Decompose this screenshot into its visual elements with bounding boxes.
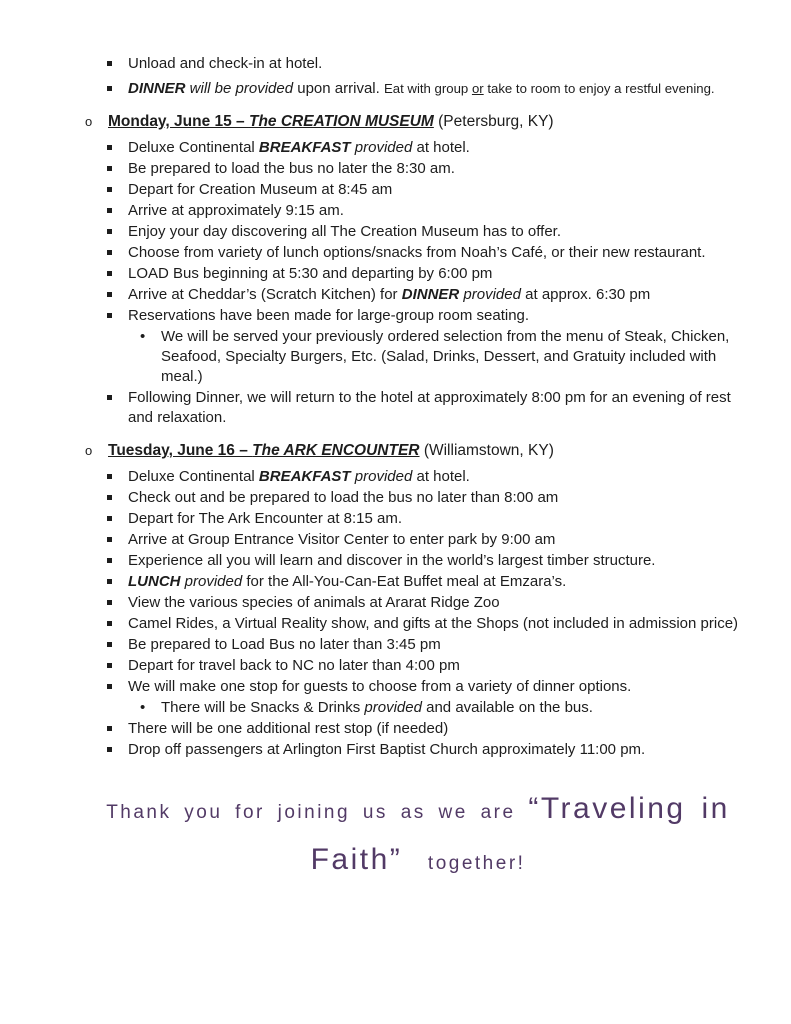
text-segment: at hotel. xyxy=(412,139,470,156)
item-text xyxy=(128,180,392,200)
square-bullet-icon xyxy=(105,306,128,326)
text-segment: LOAD Bus beginning at 5:30 and departing by 6:00 pm xyxy=(128,265,493,282)
text-segment: at hotel. xyxy=(412,468,470,485)
day-section xyxy=(85,112,751,428)
day-section xyxy=(85,441,751,760)
text-segment: provided xyxy=(350,139,413,156)
item-text xyxy=(128,614,738,634)
item-text xyxy=(128,530,555,550)
square-bullet-icon xyxy=(105,138,128,158)
text-segment: Depart for Creation Museum at 8:45 am xyxy=(128,181,393,198)
text-segment: provided xyxy=(364,699,422,716)
text-segment: provided xyxy=(459,286,521,303)
text-segment: BREAKFAST xyxy=(258,468,351,485)
text-segment: DINNER xyxy=(128,80,186,97)
text-segment: There will be one additional rest stop (if needed) xyxy=(128,720,449,737)
square-bullet-icon xyxy=(105,467,128,487)
list-item xyxy=(85,488,751,508)
text-segment: Deluxe Continental xyxy=(128,139,259,156)
list-item xyxy=(85,222,751,242)
square-bullet-icon xyxy=(105,222,128,242)
section-title xyxy=(108,441,554,461)
closing-line-1 xyxy=(85,786,751,837)
text-segment: provided xyxy=(350,468,413,485)
text-segment: provided xyxy=(180,573,243,590)
square-bullet-icon xyxy=(105,285,128,305)
item-text xyxy=(128,79,715,99)
text-segment: The CREATION MUSEUM xyxy=(248,113,434,130)
text-segment: Depart for travel back to NC no later than 4:00 pm xyxy=(128,657,460,674)
section-heading xyxy=(85,112,751,132)
item-text xyxy=(161,327,751,387)
dot-bullet-icon: • xyxy=(140,699,146,716)
item-text xyxy=(128,467,470,487)
text-segment: Eat with group xyxy=(383,81,472,96)
circle-bullet-icon: o xyxy=(85,443,93,458)
item-text xyxy=(128,388,748,428)
closing-text-small: together! xyxy=(427,853,526,874)
square-bullet-icon xyxy=(105,159,128,179)
square-bullet-icon xyxy=(105,509,128,529)
list-item xyxy=(85,264,751,284)
item-text xyxy=(128,159,455,179)
day-sections xyxy=(85,112,751,760)
dot-bullet-icon: • xyxy=(140,328,146,345)
sub-list-item xyxy=(85,698,751,718)
item-text xyxy=(128,54,322,74)
list-item xyxy=(85,593,751,613)
item-text xyxy=(128,264,492,284)
item-text xyxy=(128,201,344,221)
list-item xyxy=(85,243,751,263)
text-segment: Choose from variety of lunch options/snacks from Noah’s Café, or their new restaurant. xyxy=(128,244,706,261)
item-text xyxy=(128,285,650,305)
list-item xyxy=(85,656,751,676)
item-text xyxy=(128,138,470,158)
square-bullet-icon xyxy=(105,201,128,221)
square-bullet-icon xyxy=(105,388,128,428)
text-segment: Drop off passengers at Arlington First Baptist Church approximately 11:00 pm. xyxy=(128,741,646,758)
square-bullet-icon xyxy=(105,54,128,74)
item-text xyxy=(161,698,593,718)
list-item xyxy=(85,677,751,697)
square-bullet-icon xyxy=(105,614,128,634)
text-segment: Arrive at Cheddar’s (Scratch Kitchen) for xyxy=(128,286,402,303)
item-text xyxy=(128,551,655,571)
item-text xyxy=(128,656,460,676)
list-item xyxy=(85,614,751,634)
item-text xyxy=(128,740,645,760)
text-segment: We will make one stop for guests to choose from a variety of dinner options. xyxy=(128,678,632,695)
square-bullet-icon xyxy=(105,740,128,760)
text-segment: (Williamstown, KY) xyxy=(419,442,554,459)
list-item xyxy=(85,467,751,487)
list-item xyxy=(85,530,751,550)
text-segment: View the various species of animals at Ararat Ridge Zoo xyxy=(128,594,500,611)
text-segment: for the All-You-Can-Eat Buffet meal at Emzara’s. xyxy=(242,573,567,590)
text-segment: Be prepared to load the bus no later the 8:30 am. xyxy=(128,160,455,177)
item-text xyxy=(128,635,441,655)
list-item xyxy=(85,388,751,428)
text-segment: Deluxe Continental xyxy=(128,468,259,485)
list-item xyxy=(85,159,751,179)
square-bullet-icon xyxy=(105,719,128,739)
item-text xyxy=(128,593,500,613)
text-segment: Arrive at Group Entrance Visitor Center to enter park by 9:00 am xyxy=(128,531,556,548)
text-segment: There will be Snacks & Drinks xyxy=(161,699,365,716)
square-bullet-icon xyxy=(105,551,128,571)
list-item xyxy=(85,551,751,571)
text-segment: at approx. 6:30 pm xyxy=(520,286,651,303)
square-bullet-icon xyxy=(105,530,128,550)
list-item xyxy=(85,285,751,305)
list-item xyxy=(85,740,751,760)
square-bullet-icon xyxy=(105,593,128,613)
text-segment: LUNCH xyxy=(128,573,181,590)
text-segment: Tuesday, June 16 – xyxy=(108,442,253,459)
text-segment: Check out and be prepared to load the bus no later than 8:00 am xyxy=(128,489,559,506)
square-bullet-icon xyxy=(105,264,128,284)
text-segment: upon arrival. xyxy=(293,80,384,97)
section-heading xyxy=(85,441,751,461)
square-bullet-icon xyxy=(105,677,128,697)
item-text xyxy=(128,572,566,592)
list-item xyxy=(85,79,751,99)
closing-text-large: Faith” xyxy=(310,843,403,876)
text-segment: will be provided xyxy=(185,80,294,97)
text-segment: (Petersburg, KY) xyxy=(433,113,554,130)
item-text xyxy=(128,306,529,326)
text-segment: Camel Rides, a Virtual Reality show, and gifts at the Shops (not included in admission price) xyxy=(128,615,739,632)
closing-text-large: “Traveling in xyxy=(528,792,730,825)
square-bullet-icon xyxy=(105,656,128,676)
text-segment: The ARK ENCOUNTER xyxy=(252,442,420,459)
closing-line-2 xyxy=(85,837,751,888)
text-segment: take to room to enjoy a restful evening. xyxy=(483,81,715,96)
text-segment: Unload and check-in at hotel. xyxy=(128,55,323,72)
list-item xyxy=(85,306,751,326)
square-bullet-icon xyxy=(105,79,128,99)
item-text xyxy=(128,243,706,263)
text-segment: DINNER xyxy=(401,286,460,303)
circle-bullet-icon: o xyxy=(85,114,93,129)
item-text xyxy=(128,222,561,242)
text-segment: Arrive at approximately 9:15 am. xyxy=(128,202,344,219)
list-item xyxy=(85,635,751,655)
square-bullet-icon xyxy=(105,635,128,655)
item-text xyxy=(128,509,402,529)
list-item xyxy=(85,572,751,592)
text-segment: Enjoy your day discovering all The Creation Museum has to offer. xyxy=(128,223,562,240)
text-segment: Following Dinner, we will return to the hotel at approximately 8:00 pm for an evening of rest and relaxation. xyxy=(128,389,731,426)
text-segment: Be prepared to Load Bus no later than 3:45 pm xyxy=(128,636,441,653)
list-item xyxy=(85,201,751,221)
list-item xyxy=(85,138,751,158)
text-segment: We will be served your previously ordered selection from the menu of Steak, Chicken, Seafood, Specialty Burgers, Etc. (Salad, Drinks, Dessert, and Gratuity included with meal.) xyxy=(161,328,730,385)
square-bullet-icon xyxy=(105,488,128,508)
item-text xyxy=(128,677,631,697)
text-segment: Monday, June 15 – xyxy=(108,113,249,130)
item-text xyxy=(128,719,448,739)
text-segment: Reservations have been made for large-group room seating. xyxy=(128,307,530,324)
sub-list-item xyxy=(85,327,751,387)
square-bullet-icon xyxy=(105,572,128,592)
list-item xyxy=(85,54,751,74)
text-segment: Experience all you will learn and discover in the world’s largest timber structure. xyxy=(128,552,656,569)
text-segment: and available on the bus. xyxy=(421,699,593,716)
list-item xyxy=(85,509,751,529)
section-title xyxy=(108,112,554,132)
square-bullet-icon xyxy=(105,243,128,263)
list-item xyxy=(85,719,751,739)
item-text xyxy=(128,488,558,508)
closing-message xyxy=(85,786,751,888)
list-item xyxy=(85,180,751,200)
text-segment: BREAKFAST xyxy=(258,139,351,156)
intro-bullet-list xyxy=(85,54,751,99)
square-bullet-icon xyxy=(105,180,128,200)
text-segment: or xyxy=(471,81,484,96)
closing-text-small: Thank you for joining us as we are xyxy=(106,802,529,823)
text-segment: Depart for The Ark Encounter at 8:15 am. xyxy=(128,510,403,527)
